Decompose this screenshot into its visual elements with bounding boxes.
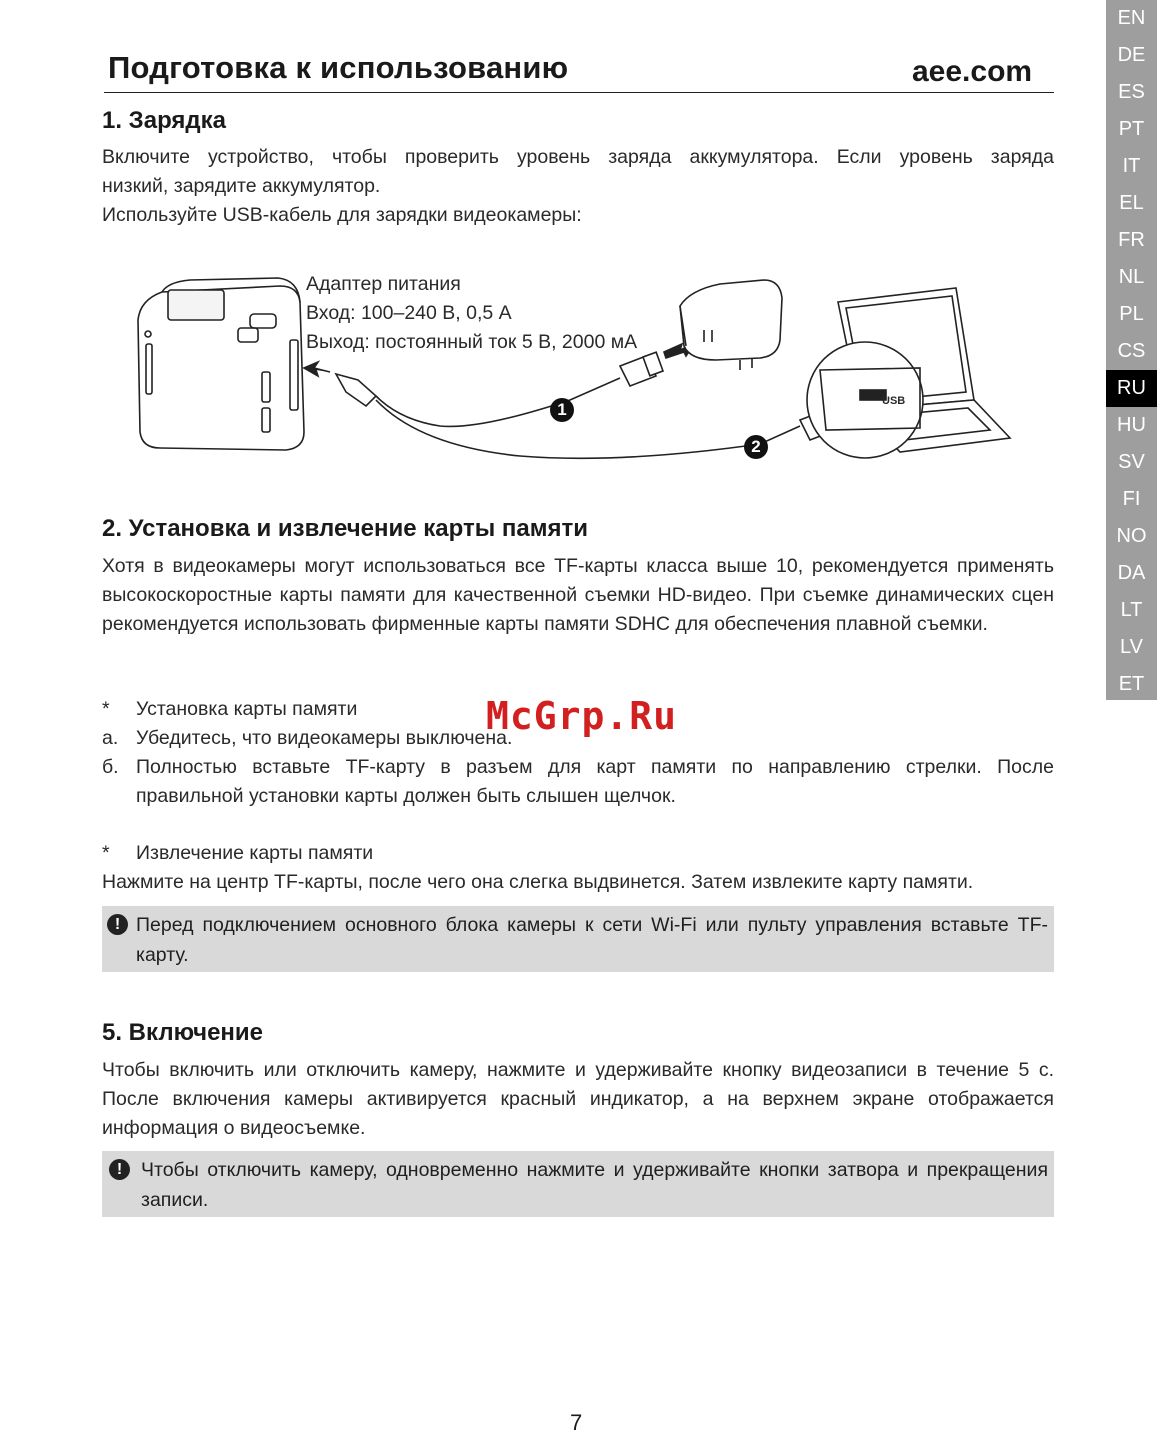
memory-card-paragraph: Хотя в видеокамеры могут использоваться все TF-карты класса выше 10, рекомендуется применять высокоскоростные карты памяти для качественной съемки HD-видео. При съемке динамических сцен рекомендуется использовать фирменные карты памяти SDHC для обеспечения плавной съемки. [102,555,1054,635]
step-badge-1: 1 [550,398,574,422]
lang-cs[interactable]: CS [1117,340,1146,362]
page-number: 7 [570,1410,583,1435]
lang-pt[interactable]: PT [1118,118,1145,140]
charging-illustration [100,260,1060,510]
title-divider [104,92,1054,93]
note-power-off-text: Чтобы отключить камеру, одновременно нажмите и удерживайте кнопки затвора и прекращения записи. [141,1159,1048,1211]
lang-de[interactable]: DE [1117,44,1146,66]
remove-card-title-row [102,842,1054,870]
step-a-marker: а. [102,727,119,749]
lang-ru[interactable]: RU [1106,370,1157,407]
lang-it[interactable]: IT [1122,155,1141,177]
note-box-power-off [102,1151,1054,1217]
watermark: McGrp.Ru [486,694,678,738]
lang-fr[interactable]: FR [1118,229,1145,251]
lang-es[interactable]: ES [1118,81,1145,103]
lang-lv[interactable]: LV [1120,636,1143,658]
note-box-wifi [102,906,1054,972]
charging-text-line3: Используйте USB-кабель для зарядки видеокамеры: [102,204,582,226]
note-wifi-text: Перед подключением основного блока камеры к сети Wi-Fi или пульту управления вставьте TF-карту. [136,914,1048,966]
page-title: Подготовка к использованию [108,50,569,85]
bullet-marker: * [102,698,110,720]
lang-et[interactable]: ET [1118,673,1145,695]
power-adapter [680,280,782,360]
step-b-row [102,756,1054,814]
step-badge-2: 2 [744,435,768,459]
lang-no[interactable]: NO [1116,525,1147,547]
remove-card-title: Извлечение карты памяти [136,842,374,864]
lang-sv[interactable]: SV [1118,451,1145,473]
lang-pl[interactable]: PL [1119,303,1144,325]
bullet-marker: * [102,842,110,864]
install-card-title: Установка карты памяти [136,698,358,720]
remove-card-text: Нажмите на центр TF-карты, после чего она слегка выдвинется. Затем извлеките карту памяти. [102,871,974,893]
charging-text-line2: низкий, зарядите аккумулятор. [102,175,381,197]
lang-lt[interactable]: LT [1120,599,1143,621]
charging-text-line1: Включите устройство, чтобы проверить уровень заряда аккумулятора. Если уровень заряда [102,146,1054,168]
lang-el[interactable]: EL [1119,192,1144,214]
charging-diagram [100,260,1060,510]
lang-hu[interactable]: HU [1117,414,1146,436]
lang-da[interactable]: DA [1117,562,1146,584]
adapter-output-label: Выход: постоянный ток 5 В, 2000 мА [306,331,638,353]
lang-fi[interactable]: FI [1122,488,1141,510]
step-a-text: Убедитесь, что видеокамеры выключена. [136,727,513,749]
adapter-title-label: Адаптер питания [306,273,461,295]
exclamation-icon: ! [109,1159,130,1180]
usb-port-label: USB [882,395,906,407]
section-heading-power-on: 5. Включение [102,1019,264,1046]
power-on-paragraph: Чтобы включить или отключить камеру, нажмите и удерживайте кнопку видеозаписи в течение 5 с. После включения камеры активируется красный индикатор, а на верхнем экране отображается информация о видеосъемке. [102,1059,1054,1139]
exclamation-icon: ! [107,914,128,935]
step-b-marker: б. [102,756,119,778]
step-b-text-line1: Полностью вставьте TF-карту в разъем для карт памяти по направлению стрелки. После [136,756,1054,778]
brand-name: aee.com [912,55,1033,88]
section-heading-charging: 1. Зарядка [102,107,227,134]
section-heading-memory-card: 2. Установка и извлечение карты памяти [102,515,588,542]
adapter-input-label: Вход: 100–240 В, 0,5 А [306,302,512,324]
lang-nl[interactable]: NL [1118,266,1145,288]
step-b-text-line2: правильной установки карты должен быть слышен щелчок. [136,785,676,807]
language-sidebar [1106,0,1157,700]
lang-en[interactable]: EN [1117,7,1146,29]
